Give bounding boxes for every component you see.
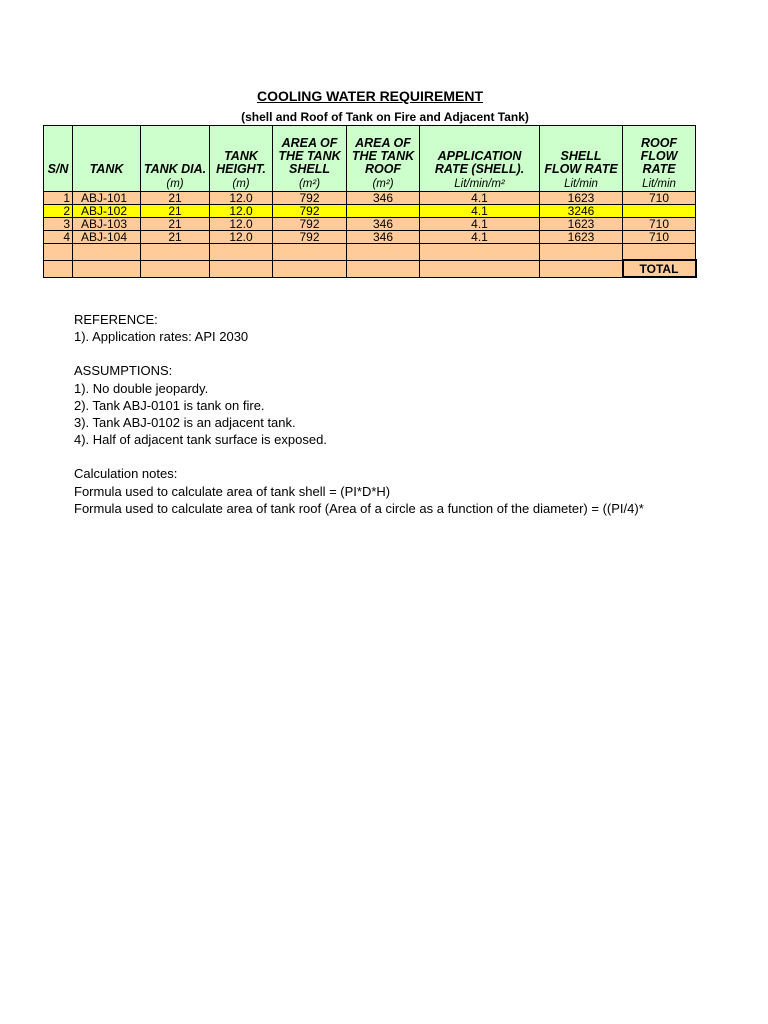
cell-shell-area[interactable]: 792 — [273, 192, 347, 205]
column-header-text: ROOF — [364, 162, 402, 176]
unit-cell — [44, 177, 73, 192]
column-header-text: HEIGHT. — [216, 162, 266, 176]
unit-cell: (m) — [141, 177, 210, 192]
cell-height[interactable]: 12.0 — [210, 205, 273, 218]
column-header-text: TANK DIA. — [143, 162, 207, 176]
column-header-text: TANK — [89, 162, 124, 176]
cell-sn[interactable]: 3 — [44, 218, 73, 231]
cell-roof-flow[interactable]: 710 — [623, 231, 696, 244]
sheet-title: COOLING WATER REQUIREMENT — [256, 88, 484, 104]
cell-rate[interactable]: 4.1 — [420, 231, 540, 244]
empty-cell[interactable] — [44, 244, 73, 261]
column-header-text: APPLICATION — [437, 149, 522, 163]
empty-cell[interactable] — [420, 260, 540, 277]
table-row — [44, 231, 696, 244]
cell-sn[interactable]: 4 — [44, 231, 73, 244]
column-header-text: THE TANK — [278, 149, 341, 163]
column-header-text: RATE (SHELL). — [434, 162, 525, 176]
table-row — [44, 218, 696, 231]
reference-heading: REFERENCE: — [74, 312, 158, 327]
cell-shell-flow[interactable]: 1623 — [540, 231, 623, 244]
cell-height[interactable]: 12.0 — [210, 192, 273, 205]
empty-cell[interactable] — [73, 260, 141, 277]
column-header-text: ROOF — [640, 136, 678, 150]
empty-cell[interactable] — [347, 260, 420, 277]
sheet-subtitle: (shell and Roof of Tank on Fire and Adjacent Tank) — [241, 110, 529, 124]
cell-sn[interactable]: 1 — [44, 192, 73, 205]
column-header-text: TANK — [224, 149, 258, 163]
table-row — [44, 205, 696, 218]
empty-cell[interactable] — [44, 260, 73, 277]
units-row — [44, 177, 696, 192]
column-header — [347, 126, 420, 178]
unit-cell: Lit/min/m² — [420, 177, 540, 192]
empty-cell[interactable] — [540, 260, 623, 277]
unit-cell: (m) — [210, 177, 273, 192]
cell-rate[interactable]: 4.1 — [420, 205, 540, 218]
empty-cell[interactable] — [273, 260, 347, 277]
cell-tank[interactable]: ABJ-103 — [73, 218, 141, 231]
unit-cell — [73, 177, 141, 192]
empty-cell[interactable] — [210, 244, 273, 261]
unit-cell: (m²) — [347, 177, 420, 192]
column-header-text: S/N — [47, 162, 69, 176]
column-header — [420, 126, 540, 178]
column-header-text: SHELL — [560, 149, 602, 163]
cell-dia[interactable]: 21 — [141, 218, 210, 231]
cell-roof-area[interactable]: 346 — [347, 218, 420, 231]
cooling-water-table — [43, 125, 697, 278]
table-row — [44, 192, 696, 205]
assumptions-heading: ASSUMPTIONS: — [74, 363, 173, 379]
empty-cell[interactable] — [73, 244, 141, 261]
empty-cell[interactable] — [420, 244, 540, 261]
column-header — [540, 126, 623, 178]
cell-tank[interactable]: ABJ-102 — [73, 205, 141, 218]
assumption-line: 3). Tank ABJ-0102 is an adjacent tank. — [74, 415, 296, 431]
cell-rate[interactable]: 4.1 — [420, 218, 540, 231]
cell-roof-area[interactable]: 346 — [347, 192, 420, 205]
empty-cell[interactable] — [141, 260, 210, 277]
calculation-note-line: Formula used to calculate area of tank shell = (PI*D*H) — [74, 483, 391, 499]
cell-roof-area[interactable]: 346 — [347, 231, 420, 244]
notes-section — [74, 311, 644, 517]
column-header — [44, 126, 73, 178]
total-label-cell[interactable]: TOTAL — [623, 260, 696, 277]
reference-line: 1). Application rates: API 2030 — [74, 329, 249, 345]
cell-rate[interactable]: 4.1 — [420, 192, 540, 205]
column-header — [273, 126, 347, 178]
empty-cell[interactable] — [347, 244, 420, 261]
empty-cell[interactable] — [141, 244, 210, 261]
column-header — [210, 126, 273, 178]
cell-shell-area[interactable]: 792 — [273, 205, 347, 218]
empty-cell[interactable] — [540, 244, 623, 261]
cell-roof-flow[interactable] — [623, 205, 696, 218]
column-header-text: RATE — [642, 162, 676, 176]
empty-cell[interactable] — [273, 244, 347, 261]
cell-shell-area[interactable]: 792 — [273, 231, 347, 244]
cell-roof-flow[interactable]: 710 — [623, 218, 696, 231]
cell-tank[interactable]: ABJ-104 — [73, 231, 141, 244]
cell-roof-flow[interactable]: 710 — [623, 192, 696, 205]
cell-dia[interactable]: 21 — [141, 231, 210, 244]
total-row — [44, 260, 696, 277]
cell-dia[interactable]: 21 — [141, 192, 210, 205]
column-header-text: THE TANK — [351, 149, 415, 163]
cell-height[interactable]: 12.0 — [210, 231, 273, 244]
cell-roof-area[interactable] — [347, 205, 420, 218]
column-header-text: AREA OF — [281, 136, 338, 150]
cell-shell-area[interactable]: 792 — [273, 218, 347, 231]
cell-tank[interactable]: ABJ-101 — [73, 192, 141, 205]
empty-cell[interactable] — [623, 244, 696, 261]
unit-cell: Lit/min — [540, 177, 623, 192]
column-header-text: FLOW RATE — [544, 162, 618, 176]
column-header — [623, 126, 696, 178]
header-row — [44, 126, 696, 178]
cell-shell-flow[interactable]: 3246 — [540, 205, 623, 218]
cell-dia[interactable]: 21 — [141, 205, 210, 218]
blank-row — [44, 244, 696, 261]
calculation-notes-heading: Calculation notes: — [74, 466, 178, 482]
assumption-line: 4). Half of adjacent tank surface is exposed. — [74, 432, 327, 448]
unit-cell: Lit/min — [623, 177, 696, 192]
empty-cell[interactable] — [210, 260, 273, 277]
calculation-note-line: Formula used to calculate area of tank roof (Area of a circle as a function of the diameter) = ((PI/4)* — [74, 500, 644, 516]
assumption-line: 2). Tank ABJ-0101 is tank on fire. — [74, 397, 265, 413]
cell-shell-flow[interactable]: 1623 — [540, 218, 623, 231]
column-header-text: SHELL — [289, 162, 330, 176]
unit-cell: (m²) — [273, 177, 347, 192]
assumption-line: 1). No double jeopardy. — [74, 380, 209, 396]
cell-shell-flow[interactable]: 1623 — [540, 192, 623, 205]
column-header — [141, 126, 210, 178]
column-header-text: AREA OF — [355, 136, 411, 150]
cell-sn[interactable]: 2 — [44, 205, 73, 218]
cell-height[interactable]: 12.0 — [210, 218, 273, 231]
column-header-text: FLOW — [640, 149, 678, 163]
column-header — [73, 126, 141, 178]
